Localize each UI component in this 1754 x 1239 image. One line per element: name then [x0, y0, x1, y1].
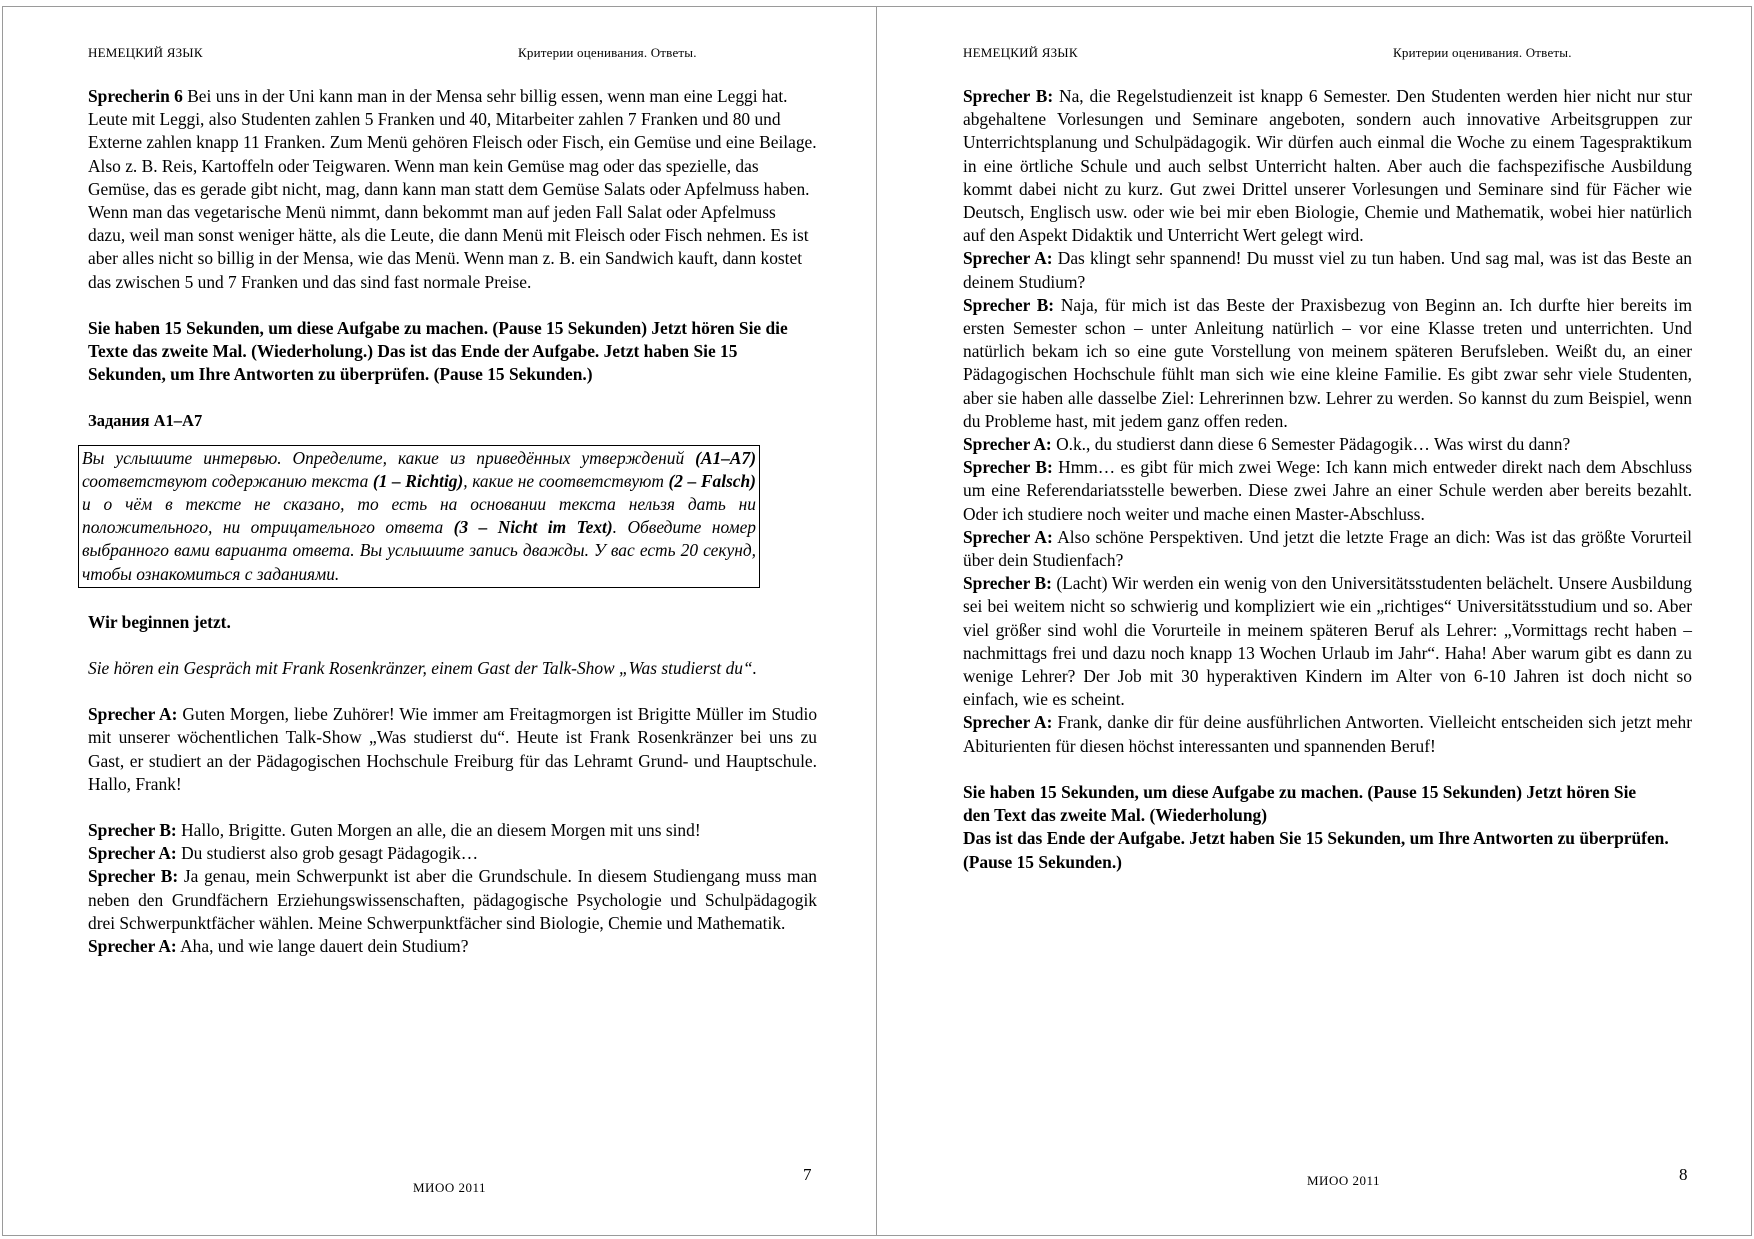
task-text: . Обведите номер выбранного вами варианта ответа. Вы услышите запись дважды. У вас есть 20 секунд, чтобы ознакомиться с заданиями. [82, 517, 756, 584]
dialog-line [963, 247, 1692, 293]
header-subject: НЕМЕЦКИЙ ЯЗЫК [88, 45, 203, 60]
dialog-text: Das klingt sehr spannend! Du musst viel zu tun haben. Und sag mal, was ist das Beste an deinem Studium? [963, 248, 1692, 292]
task-emph: (2 – Falsch) [668, 470, 756, 491]
dialog-text: O.k., du studierst dann diese 6 Semester Pädagogik… Was wirst du dann? [1051, 434, 1571, 455]
page-7-content [82, 85, 818, 958]
dialog-line [88, 865, 817, 935]
speaker-label: Sprecher A: [963, 248, 1053, 269]
speaker-label: Sprecher B: [963, 573, 1052, 594]
speaker-label: Sprecher B: [963, 294, 1055, 315]
task-text: , какие не соответствуют [463, 470, 669, 491]
task-emph: (1 – Richtig) [372, 470, 464, 491]
instruction-block-end: Das ist das Ende der Aufgabe. Jetzt haben Sie 15 Sekunden, um Ihre Antworten zu überprüfen. (Pause 15 Sekunden.) [963, 828, 1669, 872]
dialog-text: Aha, und wie lange dauert dein Studium? [176, 936, 469, 957]
page-7 [2, 6, 877, 1236]
speaker-label: Sprecher A: [963, 434, 1052, 455]
speaker-label: Sprecher B: [88, 866, 179, 887]
task-text: Вы услышите интервью. Определите, какие из приведённых утверждений [82, 447, 696, 468]
instruction-block: Sie haben 15 Sekunden, um diese Aufgabe zu machen. (Pause 15 Sekunden) Jetzt hören Sie die Texte das zweite Mal. (Wiederholung.) Das ist das Ende der Aufgabe. Jetzt haben Sie 15 Sekunden, um Ihre Antworten zu überprüfen. (Pause 15 Sekunden.) [88, 317, 788, 385]
speaker-label: Sprecher B: [88, 820, 177, 841]
dialog-text: Ja genau, mein Schwerpunkt ist aber die Grundschule. In diesem Studiengang muss man neben den Grundfächern Erziehungswissenschaften, pädagogische Psychologie und Schulpädagogik drei Schwerpunktfächer wählen. Meine Schwerpunktfächer sind Biologie, Chemie und Mathematik. [88, 866, 817, 933]
header-criteria: Критерии оценивания. Ответы. [518, 45, 697, 60]
speaker-label: Sprecher A: [88, 843, 177, 864]
intro-line: Sie hören ein Gespräch mit Frank Rosenkränzer, einem Gast der Talk-Show „Was studierst du“. [88, 658, 758, 679]
dialog-line [88, 819, 817, 842]
dialog-text: Naja, für mich ist das Beste der Praxisbezug von Beginn an. Ich durfte hier bereits im ersten Semester schon – unter Anleitung natürlich – vor eine Klasse treten und unterrichten. Und natürlich bekam ich so eine gute Vorstellung von meinem späteren Berufsleben. Weißt du, an einer Pädagogischen Hochschule fühlt man sich wie eine kleine Familie. Es gibt zwar sehr viele Studenten, aber sie haben alle dasselbe Ziel: Lehrerinnen bzw. Lehrer zu werden. So kannst du zum Beispiel, wenn du Probleme hast, mit jedem ganz offen reden. [963, 294, 1692, 431]
speaker-label: Sprecher A: [963, 526, 1053, 547]
speaker-label: Sprecher A: [88, 704, 178, 725]
page-number: 8 [1679, 1165, 1688, 1184]
dialog-part-3 [963, 85, 1692, 758]
footer: МИОО 2011 [413, 1180, 486, 1195]
dialog-line [963, 294, 1692, 433]
dialog-part-1 [88, 703, 817, 796]
header-criteria: Критерии оценивания. Ответы. [1393, 45, 1572, 60]
dialog-line [963, 85, 1692, 247]
begin-line: Wir beginnen jetzt. [88, 611, 231, 632]
speaker-label: Sprecher A: [88, 936, 177, 957]
paragraph-text: Bei uns in der Uni kann man in der Mensa sehr billig essen, wenn man eine Leggi hat. Leute mit Leggi, also Studenten zahlen 5 Franken und 40, Mitarbeiter zahlen 7 Franken und 80 und Externe zahlen knapp 11 Franken. Zum Menü gehören Fleisch oder Fisch, ein Gemüse und eine Beilage. Also z. B. Reis, Kartoffeln oder Teigwaren. Wenn man kein Gemüse mag oder das spezielle, das Gemüse, das es gerade gibt nicht, mag, dann kann man statt dem Gemüse Salats oder Apfelmuss haben. Wenn man das vegetarische Menü nimmt, dann bekommt man auf jeden Fall Salat oder Apfelmuss dazu, weil man sonst weniger hätte, als die Leute, die dann Menü mit Fleisch oder Fisch nehmen. Es ist aber alles nicht so billig in der Mensa, wie das Menü. Wenn man z. B. ein Sandwich kauft, dann kostet das zwischen 5 und 7 Franken und das sind fast normale Preise. [88, 86, 817, 292]
dialog-text: Hmm… es gibt für mich zwei Wege: Ich kann mich entweder direkt nach dem Abschluss um eine Referendariatsstelle bewerben. Diese zwei Jahre an einer Schule werden aber bereits bezahlt. Oder ich studiere noch weiter und mache einen Master-Abschluss. [963, 457, 1692, 524]
footer: МИОО 2011 [1307, 1173, 1380, 1188]
page-8-content [963, 85, 1692, 874]
section-title: Задания А1–А7 [88, 411, 203, 431]
instruction-block: Sie haben 15 Sekunden, um diese Aufgabe zu machen. (Pause 15 Sekunden) Jetzt hören Sie den Text das zweite Mal. (Wiederholung) [963, 781, 1637, 826]
speaker-6-paragraph [88, 85, 817, 294]
dialog-line [963, 572, 1692, 711]
task-text: соответствуют содержанию текста [82, 470, 373, 491]
speaker-label: Sprecher B: [963, 457, 1053, 478]
task-text: и о чём в тексте не сказано, то есть на основании текста нельзя дать ни положительного, ни отрицательного ответа [82, 494, 756, 538]
dialog-text: Du studierst also grob gesagt Pädagogik… [176, 843, 479, 864]
dialog-part-2 [88, 819, 817, 958]
task-box [78, 445, 760, 588]
dialog-text: Na, die Regelstudienzeit ist knapp 6 Semester. Den Studenten werden hier nicht nur stur abgehaltene Vorlesungen und Seminare angeboten, sondern auch innovative Arbeitsgruppen zur Unterrichtsplanung und Schulpädagogik. Wir dürfen auch einmal die Woche zu einem Tagespraktikum in eine örtliche Schule und auch selbst Unterricht halten. Aber auch die fachspezifische Ausbildung kommt dabei nicht zu kurz. Gut zwei Drittel unserer Vorlesungen und Seminare sind für Fächer wie Deutsch, Englisch usw. oder wie bei mir eben Biologie, Chemie und Mathematik, wobei hier natürlich auf den Aspekt Didaktik und Unterricht Wert gelegt wird. [963, 86, 1692, 246]
dialog-line [963, 433, 1692, 456]
dialog-text: Also schöne Perspektiven. Und jetzt die letzte Frage an dich: Was ist das größte Vorurteil über dein Studienfach? [963, 526, 1692, 571]
speaker-label: Sprecher B: [963, 86, 1054, 106]
dialog-line [963, 711, 1692, 757]
dialog-text: Frank, danke dir für deine ausführlichen Antworten. Vielleicht entscheiden sich jetzt mehr Abiturienten für diesen höchst interessanten und spannenden Beruf! [963, 712, 1693, 756]
speaker-label: Sprecher A: [963, 712, 1053, 733]
speaker-label: Sprecherin 6 [88, 86, 183, 106]
dialog-line [88, 703, 817, 796]
dialog-line [88, 842, 817, 865]
dialog-text: (Lacht) Wir werden ein wenig von den Universitätsstudenten belächelt. Unsere Ausbildung sei bei weitem nicht so schwierig und kompliziert wie ein „richtiges“ Universitätsstudium und so. Aber viel größer sind wohl die Vorurteile in meinem späteren Beruf als Lehrer: „Vormittags recht haben – nachmittags frei und dazu noch knapp 13 Wochen Urlaub im Jahr“. Haha! Aber warum gibt es dann zu wenige Lehrer? Der Job mit 30 hyperaktiven Kindern im Alter von 6-10 Jahren ist doch nicht so einfach, wie es scheint. [963, 573, 1692, 710]
header-subject: НЕМЕЦКИЙ ЯЗЫК [963, 45, 1078, 60]
dialog-line [963, 526, 1692, 572]
dialog-text: Guten Morgen, liebe Zuhörer! Wie immer am Freitagmorgen ist Brigitte Müller im Studio mit unserer wöchentlichen Talk-Show „Was studierst du“. Heute ist Frank Rosenkränzer bei uns zu Gast, er studiert an der Pädagogischen Hochschule Freiburg für das Lehramt Grund- und Hauptschule. Hallo, Frank! [88, 704, 818, 794]
page-number: 7 [803, 1165, 812, 1184]
page-8 [876, 6, 1752, 1236]
task-emph: (А1–А7) [695, 447, 756, 468]
dialog-line [963, 456, 1692, 526]
dialog-text: Hallo, Brigitte. Guten Morgen an alle, die an diesem Morgen mit uns sind! [176, 820, 701, 841]
task-emph: (3 – Nicht im Text) [453, 517, 613, 538]
dialog-line [88, 935, 817, 958]
